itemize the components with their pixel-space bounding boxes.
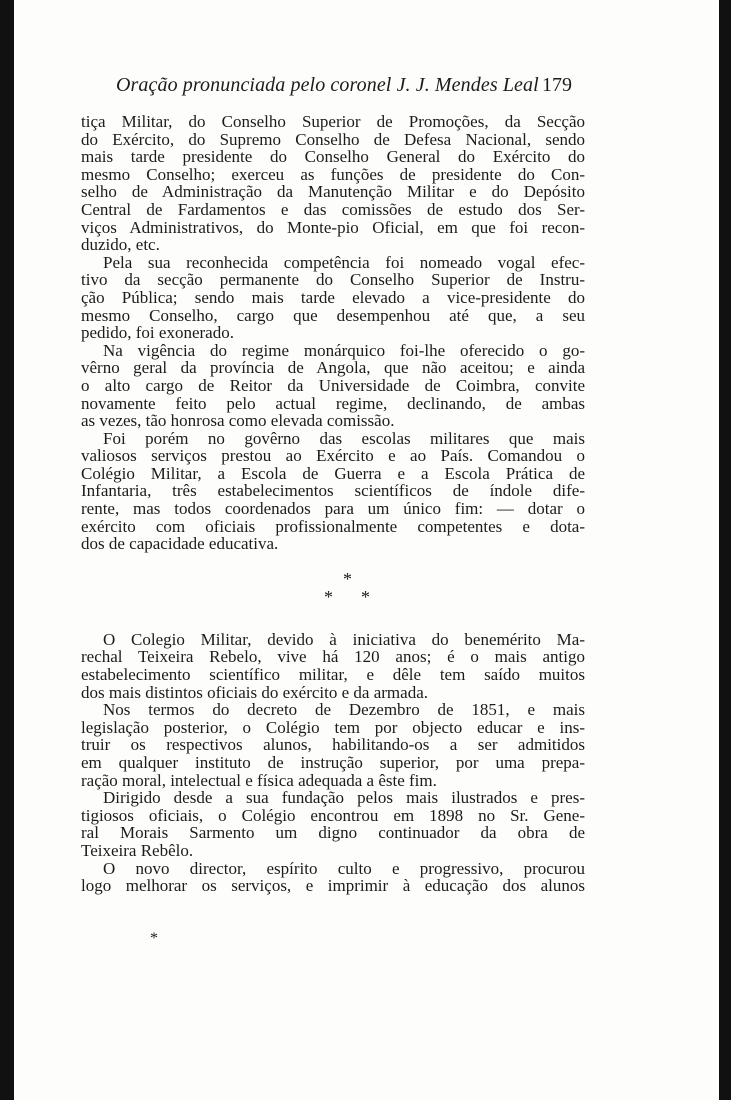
- text-line: exército com oficiais profissionalmente competentes e dota-: [81, 516, 585, 536]
- text-line: o alto cargo de Reitor da Universidade de Coimbra, convite: [81, 375, 585, 395]
- text-line: mesmo Conselho; exerceu as funções de presidente do Con-: [81, 164, 585, 184]
- text-line: dos de capacidade educativa.: [81, 534, 279, 554]
- text-line: Dirigido desde a sua fundação pelos mais ilustrados e pres-: [103, 788, 585, 808]
- text-line: duzido, etc.: [81, 235, 160, 255]
- paragraph: [81, 342, 585, 430]
- asterism-star: *: [324, 586, 333, 607]
- text-line: valiosos serviços prestou ao Exército e ao País. Comandou o: [81, 446, 585, 466]
- text-line: truir os respectivos alunos, habilitando-os a ser admitidos: [81, 735, 585, 755]
- text-line: Pela sua reconhecida competência foi nomeado vogal efec-: [103, 252, 585, 272]
- signature-mark: *: [150, 930, 158, 947]
- text-line: O Colegio Militar, devido à iniciativa do benemérito Ma-: [103, 629, 585, 649]
- text-line: em qualquer instituto de instrução superior, por uma prepa-: [81, 753, 585, 772]
- text-line: tigiosos oficiais, o Colégio encontrou em 1898 no Sr. Gene-: [81, 805, 585, 825]
- scan-right-border: [719, 0, 731, 1100]
- text-line: selho de Administração da Manutenção Militar e do Depósito: [81, 182, 585, 202]
- text-line: ração moral, intelectual e física adequada a êste fim.: [81, 770, 437, 790]
- text-line: viços Administrativos, do Monte-pio Oficial, em que foi recon-: [81, 217, 585, 237]
- text-line: Nos termos do decreto de Dezembro de 1851, e mais: [103, 700, 585, 720]
- text-line: Foi porém no govêrno das escolas militares que mais: [103, 428, 585, 448]
- asterism-separator: [81, 569, 585, 613]
- paragraph: [81, 113, 585, 254]
- text-line: legislação posterior, o Colégio tem por objecto educar e ins-: [81, 717, 585, 737]
- text-line: rente, mas todos coordenados para um único fim: — dotar o: [81, 499, 585, 519]
- text-line: estabelecimento scientífico militar, e dêle tem saído muitos: [81, 665, 585, 685]
- paragraph: [81, 701, 585, 789]
- text-line: Na vigência do regime monárquico foi-lhe oferecido o go-: [103, 340, 585, 360]
- text-line: dos mais distintos oficiais do exército e da armada.: [81, 682, 428, 702]
- text-line: mais tarde presidente do Conselho General do Exército do: [81, 147, 585, 167]
- text-line: ral Morais Sarmento um digno continuador da obra de: [81, 823, 585, 843]
- text-line: tiça Militar, do Conselho Superior de Promoções, da Secção: [81, 112, 585, 131]
- page-number: 179: [542, 74, 572, 96]
- text-line: O novo director, espírito culto e progressivo, procurou: [103, 858, 585, 878]
- paragraph: [81, 789, 585, 859]
- scan-left-border: [0, 0, 14, 1100]
- text-line: pedido, foi exonerado.: [81, 323, 234, 343]
- text-line: tivo da secção permanente do Conselho Superior de Instru-: [81, 270, 585, 290]
- asterism-star: *: [361, 586, 370, 607]
- text-line: Central de Fardamentos e das comissões de estudo dos Ser-: [81, 199, 585, 219]
- paragraph: [81, 860, 585, 895]
- text-line: ção Pública; sendo mais tarde elevado a vice-presidente do: [81, 287, 585, 307]
- paragraph: [81, 631, 585, 701]
- text-line: rechal Teixeira Rebelo, vive há 120 anos; é o mais antigo: [81, 647, 585, 667]
- book-page: [14, 0, 719, 1100]
- text-line: vêrno geral da província de Angola, que não aceitou; e ainda: [81, 358, 585, 378]
- body-text: [81, 113, 585, 895]
- text-line: Teixeira Rebêlo.: [81, 840, 194, 860]
- text-line: do Exército, do Supremo Conselho de Defesa Nacional, sendo: [81, 129, 585, 149]
- paragraph: [81, 254, 585, 342]
- running-title: Oração pronunciada pelo coronel J. J. Mendes Leal: [116, 74, 539, 96]
- text-line: Colégio Militar, a Escola de Guerra e a Escola Prática de: [81, 463, 585, 483]
- paragraph: [81, 430, 585, 553]
- text-line: as vezes, tão honrosa como elevada comissão.: [81, 411, 395, 431]
- running-head: [14, 74, 719, 100]
- text-line: Infantaria, três estabelecimentos scientíficos de índole dife-: [81, 481, 585, 501]
- asterism-star: *: [343, 568, 352, 589]
- text-line: novamente feito pelo actual regime, declinando, de ambas: [81, 393, 585, 413]
- text-line: logo melhorar os serviços, e imprimir à educação dos alunos: [81, 876, 585, 896]
- text-line: mesmo Conselho, cargo que desempenhou até que, a seu: [81, 305, 585, 325]
